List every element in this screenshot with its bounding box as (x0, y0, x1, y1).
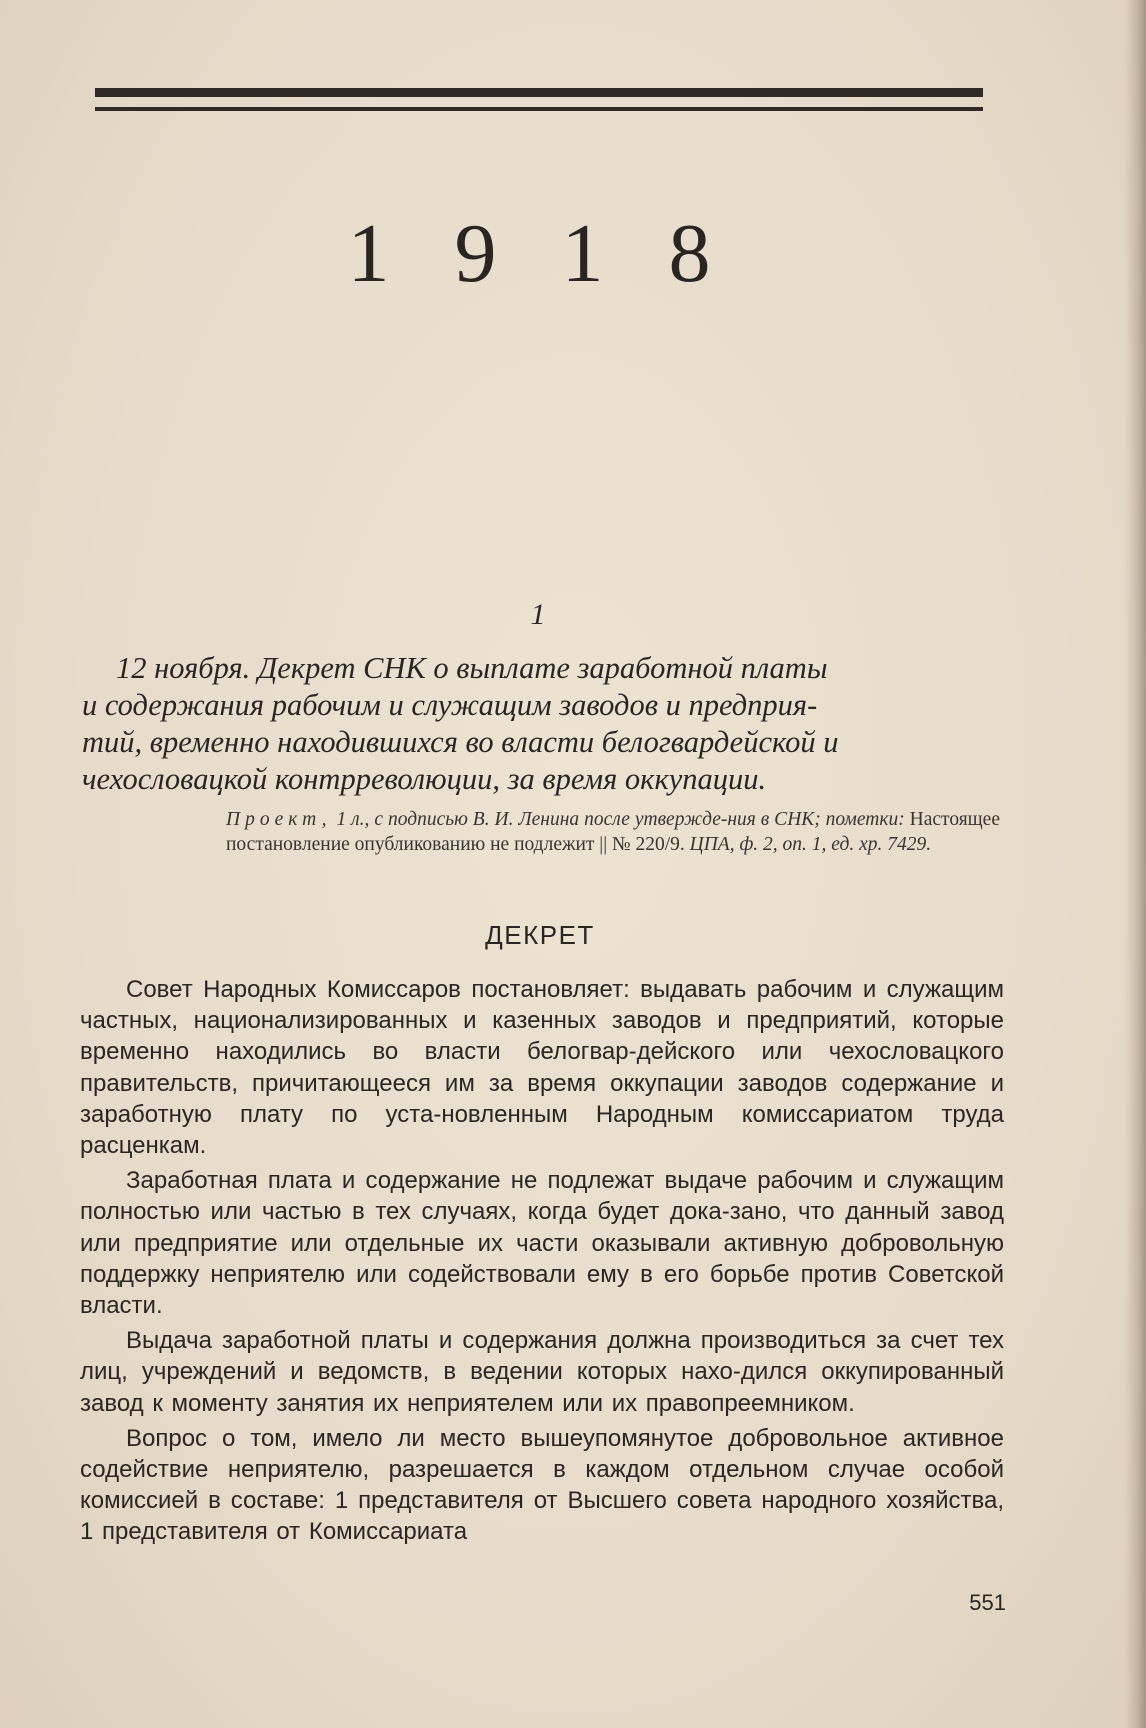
decree-title: ДЕКРЕТ (485, 920, 595, 950)
heading-line-3: тий, временно находившихся во власти белогвардейской и (82, 725, 839, 759)
page-edge-shadow (1124, 0, 1146, 1728)
heading-line-1: 12 ноября. Декрет СНК о выплате заработной платы (116, 651, 828, 685)
archival-source-note (226, 808, 1000, 857)
source-archive-reference: ЦПА, ф. 2, оп. 1, ед. хр. 7429. (689, 833, 932, 855)
source-description: 1 л., с подписью В. И. Ленина после утвержде-ния в СНК; пометки: (331, 809, 910, 830)
year-title: 1 9 1 8 (347, 207, 733, 300)
header-rule-thin (95, 107, 983, 111)
source-marks: Настоящее постановление опубликованию не подлежит || № 220/9. (226, 809, 1000, 855)
document-number: 1 (530, 598, 546, 631)
source-kind: Проект, (226, 809, 332, 830)
decree-paragraph-2: Заработная плата и содержание не подлежат выдаче рабочим и служащим полностью или частью в тех случаях, когда будет дока-зано, что данный завод или предприятие или отдельные их части оказывали активную добровольную поддержку неприятелю или содействовали ему в его борьбе против Советской власти. (80, 1167, 1004, 1320)
document-heading (82, 650, 1008, 798)
page-number: 551 (969, 1590, 1006, 1615)
heading-line-4: чехословацкой контрреволюции, за время оккупации. (82, 762, 767, 796)
decree-paragraph-4: Вопрос о том, имело ли место вышеупомянутое добровольное активное содействие неприятелю, разрешается в каждом отдельном случае особой комиссией в составе: 1 представителя от Высшего совета народного хозяйства, 1 представителя от Комиссариата (80, 1424, 1004, 1546)
decree-body (80, 974, 1004, 1552)
decree-paragraph-1: Совет Народных Комиссаров постановляет: выдавать рабочим и служащим частных, национализированных и казенных заводов и предприятий, которые временно находились во власти белогвар-дейского или чехословацкого правительств, причитающееся им за время оккупации заводов содержание и заработную плату по уста-новленным Народным комиссариатом труда расценкам. (80, 976, 1004, 1160)
header-rule-thick (95, 88, 983, 97)
heading-line-2: и содержания рабочим и служащим заводов и предприя- (82, 688, 818, 722)
decree-paragraph-3: Выдача заработной платы и содержания должна производиться за счет тех лиц, учреждений и ведомств, в ведении которых нахо-дился оккупированный завод к моменту занятия их неприятелем или их правопреемником. (80, 1327, 1004, 1417)
